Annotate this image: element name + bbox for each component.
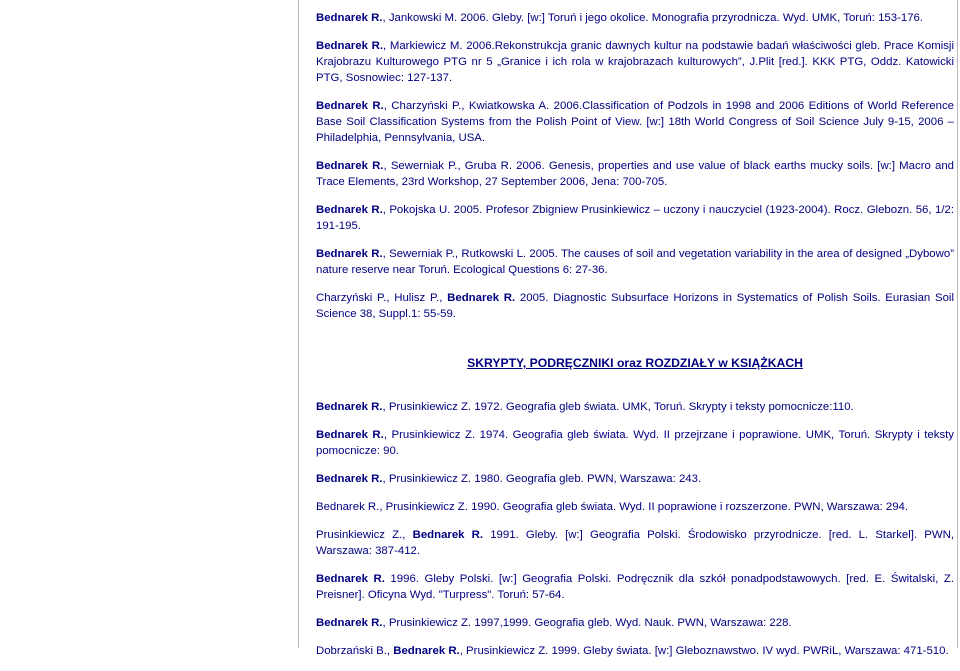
section-heading: SKRYPTY, PODRĘCZNIKI oraz ROZDZIAŁY w KSIĄŻKACH (467, 356, 803, 370)
bibliography-entry: Bednarek R. 1996. Gleby Polski. [w:] Geografia Polski. Podręcznik dla szkół ponadpodstawowych. [red. E. Świtalski, Z. Preisner]. Oficyna Wyd. "Turpress". Toruń: 57-64. (316, 573, 954, 601)
bibliography-content (316, 10, 954, 671)
bibliography-entry: Bednarek R., Prusinkiewicz Z. 1990. Geografia gleb świata. Wyd. II poprawione i rozszerzone. PWN, Warszawa: 294. (316, 501, 909, 513)
bibliography-entry: Bednarek R., Prusinkiewicz Z. 1997,1999. Geografia gleb. Wyd. Nauk. PWN, Warszawa: 228. (316, 617, 792, 629)
bibliography-entry: Bednarek R., Sewerniak P., Rutkowski L. 2005. The causes of soil and vegetation variability in the area of designed „Dybowo” nature reserve near Toruń. Ecological Questions 6: 27-36. (316, 248, 954, 276)
right-page-border (957, 0, 958, 648)
bibliography-entry: Prusinkiewicz Z., Bednarek R. 1991. Gleby. [w:] Geografia Polski. Środowisko przyrodnicze. [red. L. Starkel]. PWN, Warszawa: 387-412. (316, 529, 954, 557)
bibliography-entry: Bednarek R., Jankowski M. 2006. Gleby. [w:] Toruń i jego okolice. Monografia przyrodnicza. Wyd. UMK, Toruń: 153-176. (316, 12, 924, 24)
bibliography-entry: Bednarek R., Prusinkiewicz Z. 1972. Geografia gleb świata. UMK, Toruń. Skrypty i teksty pomocnicze:110. (316, 401, 854, 413)
bibliography-entry: Bednarek R., Sewerniak P., Gruba R. 2006. Genesis, properties and use value of black earths mucky soils. [w:] Macro and Trace Elements, 23rd Workshop, 27 September 2006, Jena: 700-705. (316, 160, 954, 188)
bibliography-entry: Dobrzański B., Bednarek R., Prusinkiewicz Z. 1999. Gleby świata. [w:] Gleboznawstwo. IV wyd. PWRiL, Warszawa: 471-510. (316, 645, 949, 657)
bibliography-entry: Bednarek R., Markiewicz M. 2006.Rekonstrukcja granic dawnych kultur na podstawie badań właściwości gleb. Prace Komisji Krajobrazu Kulturowego PTG nr 5 „Granice i ich rola w krajobrazach kulturowych”, J.Plit [red.]. KKK PTG, Oddz. Katowicki PTG, Sosnowiec: 127-137. (316, 40, 954, 84)
bibliography-entry: Bednarek R., Charzyński P., Kwiatkowska A. 2006.Classification of Podzols in 1998 and 2006 Editions of World Reference Base Soil Classification Systems from the Polish Point of View. [w:] 18th World Congress of Soil Science July 9-15, 2006 – Philadelphia, Pennsylvania, USA. (316, 100, 954, 144)
left-page-border (298, 0, 299, 648)
bibliography-entry: Bednarek R., Prusinkiewicz Z. 1974. Geografia gleb świata. Wyd. II przejrzane i poprawione. UMK, Toruń. Skrypty i teksty pomocnicze: 90. (316, 429, 954, 457)
bibliography-entry: Charzyński P., Hulisz P., Bednarek R. 2005. Diagnostic Subsurface Horizons in Systematics of Polish Soils. Eurasian Soil Science 38, Suppl.1: 55-59. (316, 292, 954, 320)
bibliography-entry: Bednarek R., Prusinkiewicz Z. 1980. Geografia gleb. PWN, Warszawa: 243. (316, 473, 702, 485)
bibliography-entry: Bednarek R., Pokojska U. 2005. Profesor Zbigniew Prusinkiewicz – uczony i nauczyciel (1923-2004). Rocz. Glebozn. 56, 1/2: 191-195. (316, 204, 954, 232)
